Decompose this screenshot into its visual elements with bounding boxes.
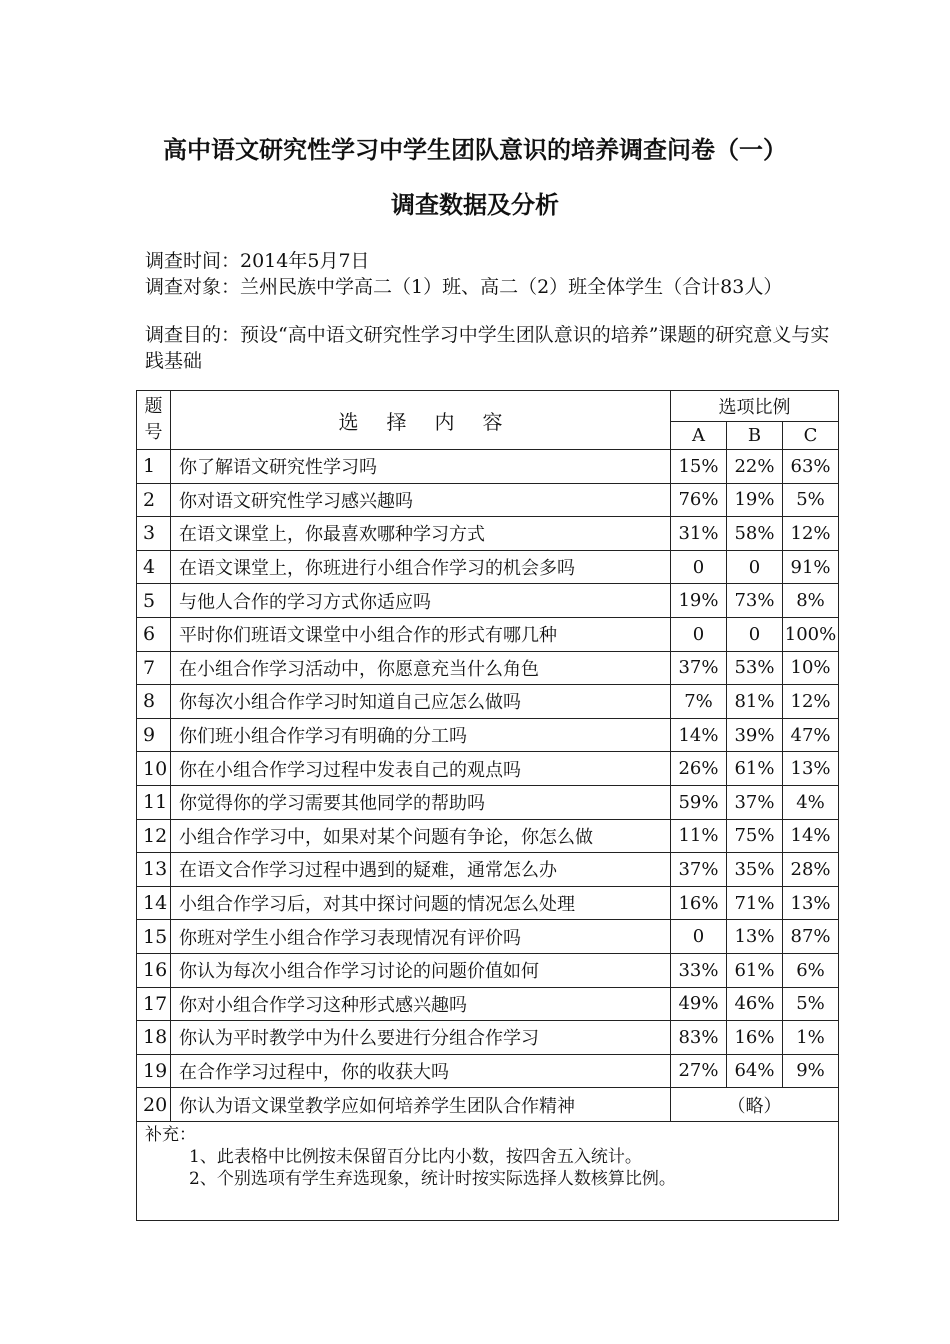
question-text: 你每次小组合作学习时知道自己应怎么做吗: [171, 685, 671, 719]
option-c-value: 13%: [783, 886, 839, 920]
option-a-value: 37%: [671, 651, 727, 685]
question-text: 在语文课堂上，你最喜欢哪种学习方式: [171, 517, 671, 551]
header-content-char: 内: [434, 409, 455, 434]
table-row: [137, 819, 839, 853]
option-c-value: 12%: [783, 685, 839, 719]
question-text: 你认为平时教学中为什么要进行分组合作学习: [171, 1021, 671, 1055]
question-text: 小组合作学习中，如果对某个问题有争论，你怎么做: [171, 819, 671, 853]
option-b-value: 16%: [727, 1021, 783, 1055]
header-content-char: 容: [482, 409, 503, 434]
survey-subjects: 调查对象：兰州民族中学高二（1）班、高二（2）班全体学生（合计83人）: [145, 276, 783, 298]
header-option-a: A: [671, 422, 727, 450]
option-b-value: 58%: [727, 517, 783, 551]
question-number: 13: [137, 853, 171, 887]
option-b-value: 35%: [727, 853, 783, 887]
table-row: [137, 718, 839, 752]
option-c-value: 1%: [783, 1021, 839, 1055]
option-a-value: 31%: [671, 517, 727, 551]
option-b-value: 73%: [727, 584, 783, 618]
question-number: 12: [137, 819, 171, 853]
option-b-value: 0: [727, 550, 783, 584]
table-row: [137, 920, 839, 954]
option-a-value: 33%: [671, 953, 727, 987]
table-row: [137, 550, 839, 584]
option-c-value: 100%: [783, 617, 839, 651]
option-b-value: 22%: [727, 450, 783, 484]
table-row: [137, 1054, 839, 1088]
option-b-value: 46%: [727, 987, 783, 1021]
table-row: [137, 450, 839, 484]
table-row: [137, 987, 839, 1021]
question-text: 你认为语文课堂教学应如何培养学生团队合作精神: [171, 1088, 671, 1122]
option-a-value: 49%: [671, 987, 727, 1021]
question-text: 与他人合作的学习方式你适应吗: [171, 584, 671, 618]
omitted-value: （略）: [671, 1088, 839, 1122]
page-subtitle: 调查数据及分析: [391, 191, 559, 219]
option-a-value: 15%: [671, 450, 727, 484]
option-c-value: 9%: [783, 1054, 839, 1088]
option-b-value: 13%: [727, 920, 783, 954]
option-b-value: 61%: [727, 953, 783, 987]
table-row: [137, 584, 839, 618]
question-number: 16: [137, 953, 171, 987]
question-number: 19: [137, 1054, 171, 1088]
option-a-value: 37%: [671, 853, 727, 887]
question-number: 1: [137, 450, 171, 484]
header-option-c: C: [783, 422, 839, 450]
question-number: 14: [137, 886, 171, 920]
page-title: 高中语文研究性学习中学生团队意识的培养调查问卷（一）: [163, 136, 787, 164]
table-header-row: [137, 391, 839, 422]
option-b-value: 61%: [727, 752, 783, 786]
header-option-ratio: 选项比例: [671, 391, 839, 422]
question-number: 20: [137, 1088, 171, 1122]
question-number: 6: [137, 617, 171, 651]
option-c-value: 4%: [783, 785, 839, 819]
option-a-value: 0: [671, 617, 727, 651]
question-number: 10: [137, 752, 171, 786]
note-item: 1、此表格中比例按未保留百分比内小数，按四舍五入统计。: [189, 1146, 642, 1167]
question-text: 在语文合作学习过程中遇到的疑难，通常怎么办: [171, 853, 671, 887]
question-number: 8: [137, 685, 171, 719]
option-c-value: 87%: [783, 920, 839, 954]
option-c-value: 28%: [783, 853, 839, 887]
question-number: 15: [137, 920, 171, 954]
option-c-value: 6%: [783, 953, 839, 987]
question-number: 9: [137, 718, 171, 752]
option-c-value: 63%: [783, 450, 839, 484]
question-number: 3: [137, 517, 171, 551]
option-a-value: 14%: [671, 718, 727, 752]
option-b-value: 71%: [727, 886, 783, 920]
option-b-value: 19%: [727, 483, 783, 517]
option-a-value: 11%: [671, 819, 727, 853]
table-row: [137, 1021, 839, 1055]
header-question-number: 题号: [137, 391, 171, 450]
option-a-value: 83%: [671, 1021, 727, 1055]
question-text: 你对小组合作学习这种形式感兴趣吗: [171, 987, 671, 1021]
table-row: [137, 483, 839, 517]
question-number: 5: [137, 584, 171, 618]
table-row: [137, 1088, 839, 1122]
survey-purpose: 调查目的：预设“高中语文研究性学习中学生团队意识的培养”课题的研究意义与实践基础: [145, 324, 830, 372]
option-c-value: 5%: [783, 987, 839, 1021]
table-row: [137, 752, 839, 786]
option-c-value: 13%: [783, 752, 839, 786]
notes-row: [137, 1121, 839, 1220]
question-text: 你班对学生小组合作学习表现情况有评价吗: [171, 920, 671, 954]
option-c-value: 5%: [783, 483, 839, 517]
question-number: 11: [137, 785, 171, 819]
option-a-value: 7%: [671, 685, 727, 719]
notes-label: 补充：: [145, 1124, 196, 1145]
question-text: 在合作学习过程中，你的收获大吗: [171, 1054, 671, 1088]
table-row: [137, 853, 839, 887]
option-c-value: 10%: [783, 651, 839, 685]
option-a-value: 59%: [671, 785, 727, 819]
option-b-value: 0: [727, 617, 783, 651]
header-content: [171, 391, 671, 450]
option-c-value: 14%: [783, 819, 839, 853]
question-number: 18: [137, 1021, 171, 1055]
option-b-value: 81%: [727, 685, 783, 719]
header-content-char: 选: [338, 409, 359, 434]
question-text: 在语文课堂上，你班进行小组合作学习的机会多吗: [171, 550, 671, 584]
table-row: [137, 617, 839, 651]
notes-cell: [137, 1121, 839, 1220]
header-content-char: 择: [386, 409, 407, 434]
option-a-value: 0: [671, 920, 727, 954]
question-text: 你对语文研究性学习感兴趣吗: [171, 483, 671, 517]
option-c-value: 8%: [783, 584, 839, 618]
survey-time: 调查时间：2014年5月7日: [145, 250, 370, 272]
option-b-value: 75%: [727, 819, 783, 853]
question-number: 7: [137, 651, 171, 685]
option-a-value: 76%: [671, 483, 727, 517]
question-text: 你了解语文研究性学习吗: [171, 450, 671, 484]
header-option-b: B: [727, 422, 783, 450]
option-c-value: 12%: [783, 517, 839, 551]
option-b-value: 37%: [727, 785, 783, 819]
question-text: 你觉得你的学习需要其他同学的帮助吗: [171, 785, 671, 819]
question-text: 你们班小组合作学习有明确的分工吗: [171, 718, 671, 752]
table-row: [137, 685, 839, 719]
option-b-value: 53%: [727, 651, 783, 685]
option-a-value: 19%: [671, 584, 727, 618]
option-a-value: 0: [671, 550, 727, 584]
question-number: 4: [137, 550, 171, 584]
question-text: 平时你们班语文课堂中小组合作的形式有哪几种: [171, 617, 671, 651]
question-text: 你在小组合作学习过程中发表自己的观点吗: [171, 752, 671, 786]
table-row: [137, 651, 839, 685]
table-row: [137, 953, 839, 987]
option-a-value: 16%: [671, 886, 727, 920]
question-number: 2: [137, 483, 171, 517]
option-c-value: 91%: [783, 550, 839, 584]
table-row: [137, 517, 839, 551]
option-c-value: 47%: [783, 718, 839, 752]
question-text: 小组合作学习后，对其中探讨问题的情况怎么处理: [171, 886, 671, 920]
question-text: 在小组合作学习活动中，你愿意充当什么角色: [171, 651, 671, 685]
option-b-value: 64%: [727, 1054, 783, 1088]
option-b-value: 39%: [727, 718, 783, 752]
question-number: 17: [137, 987, 171, 1021]
table-row: [137, 785, 839, 819]
survey-results-table: [136, 390, 839, 1221]
option-a-value: 26%: [671, 752, 727, 786]
note-item: 2、个别选项有学生弃选现象，统计时按实际选择人数核算比例。: [189, 1168, 676, 1189]
table-row: [137, 886, 839, 920]
option-a-value: 27%: [671, 1054, 727, 1088]
question-text: 你认为每次小组合作学习讨论的问题价值如何: [171, 953, 671, 987]
